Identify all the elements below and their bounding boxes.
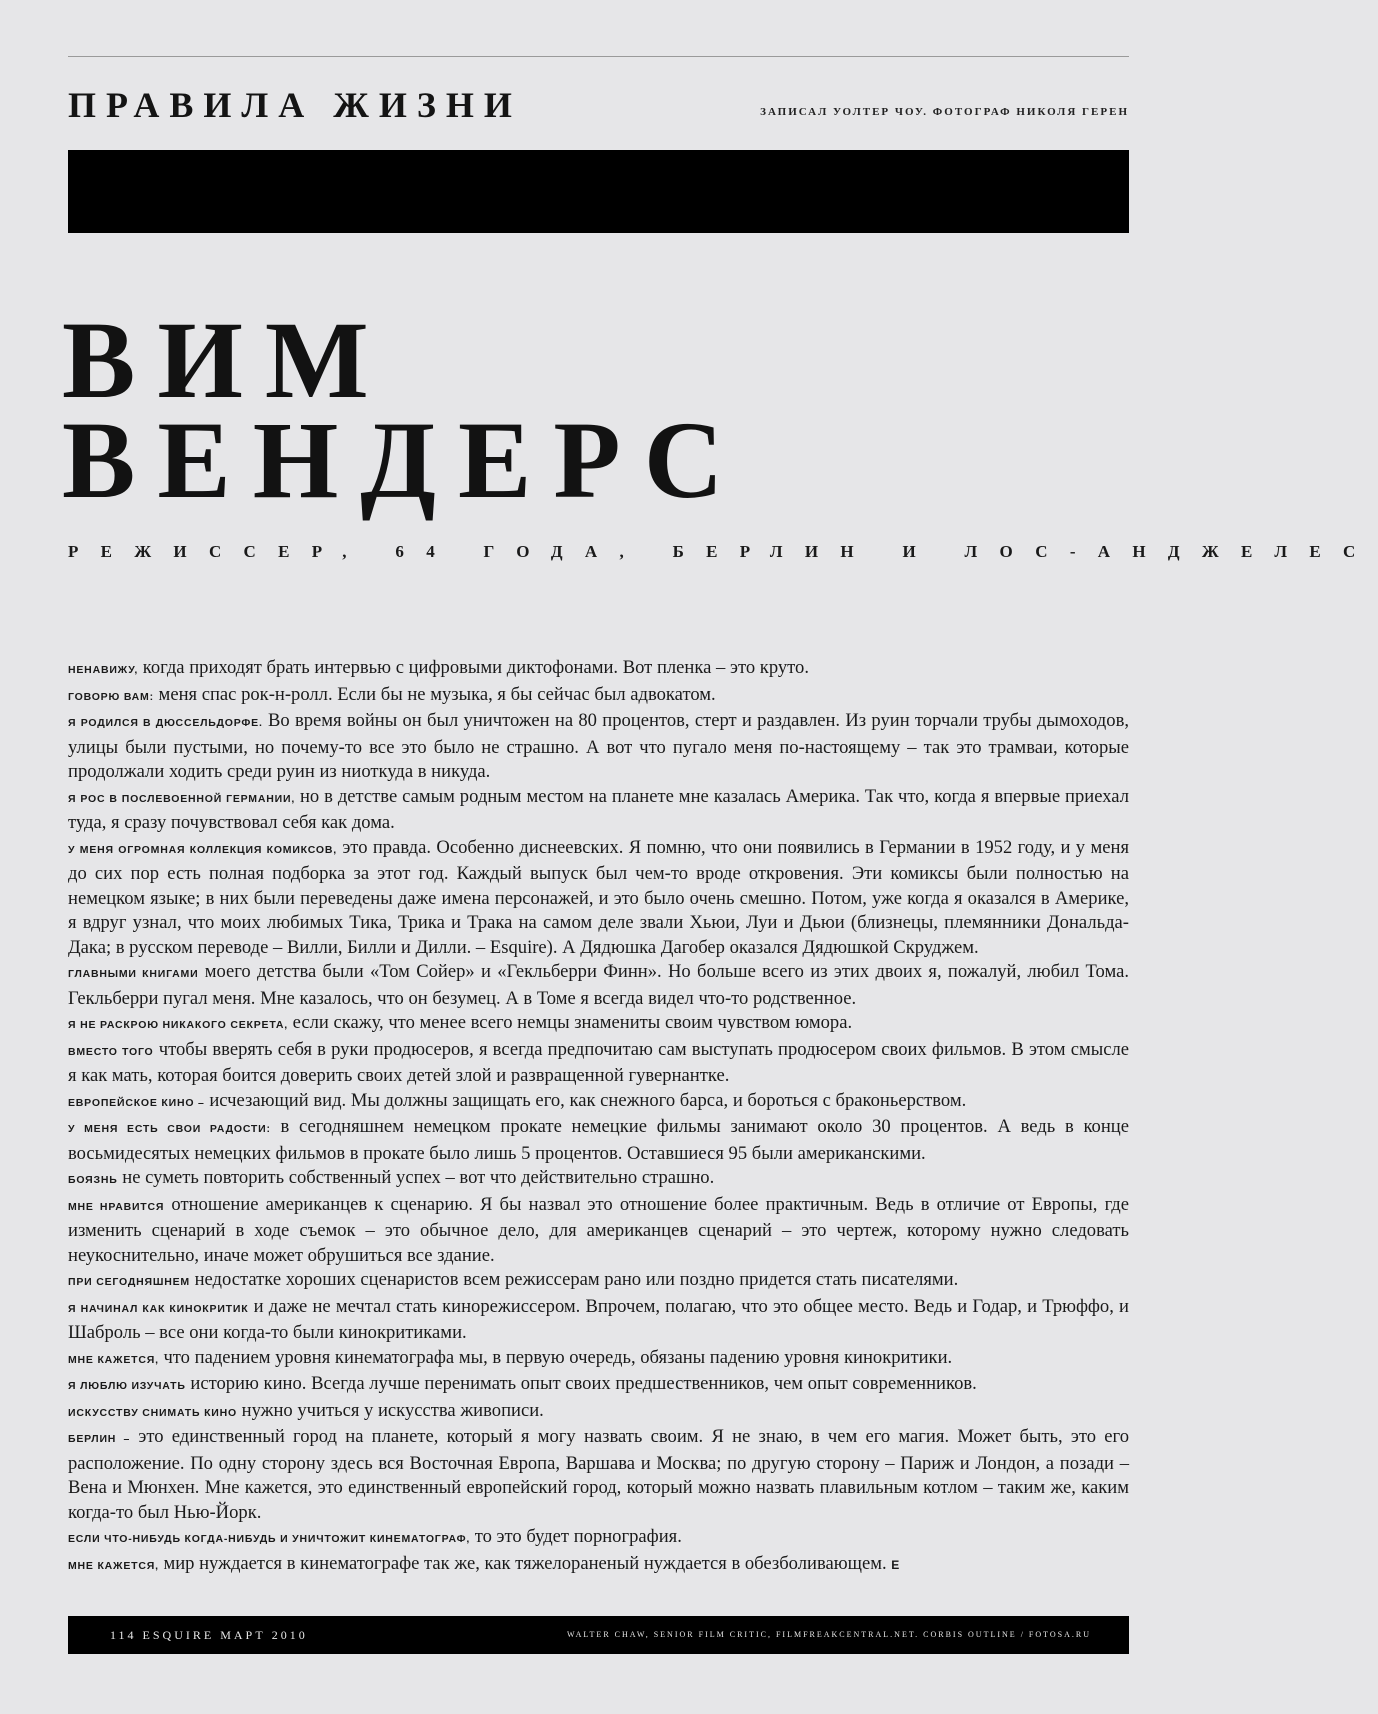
paragraph-text: моего детства были «Том Сойер» и «Гекльберри Финн». Но больше всего из этих двоих я, пожалуй, любил Тома. Гекльберри пугал меня. Мне казалось, что он безумец. А в Томе я всегда видел что-то родственное.: [68, 961, 1129, 1009]
paragraph: [68, 656, 1129, 683]
paragraph: [68, 1552, 1129, 1579]
paragraph-lead: МНЕ НРАВИТСЯ: [68, 1200, 165, 1213]
paragraph: [68, 1193, 1129, 1269]
byline-credits: ЗАПИСАЛ УОЛТЕР ЧОУ. ФОТОГРАФ НИКОЛЯ ГЕРЕН: [760, 106, 1129, 118]
paragraph-lead: Я РОС В ПОСЛЕВОЕННОЙ ГЕРМАНИИ,: [68, 792, 296, 805]
paragraph: [68, 683, 1129, 710]
paragraph-text: это единственный город на планете, который я могу назвать своим. Я не знаю, в чем его магия. Может быть, это его расположение. По одну сторону здесь вся Восточная Европа, Варшава и Москва; по другую сторону – Париж и Лондон, а позади – Вена и Мюнхен. Мне кажется, это единственный европейский город, который можно назвать плавильным котлом – таким же, каким когда-то был Нью-Йорк.: [68, 1426, 1129, 1523]
paragraph-text: меня спас рок-н-ролл. Если бы не музыка, я бы сейчас был адвокатом.: [153, 683, 716, 705]
paragraph-text: нужно учиться у искусства живописи.: [236, 1399, 544, 1421]
paragraph-lead: БОЯЗНЬ: [68, 1174, 118, 1186]
paragraph-lead: У МЕНЯ ЕСТЬ СВОИ РАДОСТИ:: [68, 1123, 271, 1135]
footer-page-info: 114 ESQUIRE МАРТ 2010: [110, 1628, 308, 1642]
paragraph-text: отношение американцев к сценарию. Я бы назвал это отношение более практичным. Ведь в отличие от Европы, где изменить сценарий в ходе съемок – это обычное дело, для американцев сценарий – это чертеж, которому нужно следовать неукоснительно, иначе может обрушиться все здание.: [68, 1193, 1129, 1266]
paragraph-text: когда приходят брать интервью с цифровыми диктофонами. Вот пленка – это круто.: [138, 657, 809, 678]
paragraph: [68, 1525, 1129, 1552]
paragraph: [68, 1115, 1129, 1166]
paragraph-text: что падением уровня кинематографа мы, в первую очередь, обязаны падению уровня кинокритики.: [158, 1346, 953, 1368]
footer-photo-credits: WALTER CHAW, SENIOR FILM CRITIC, FILMFREAKCENTRAL.NET. CORBIS OUTLINE / FOTOSA.RU: [566, 1630, 1091, 1639]
paragraph-lead: ПРИ СЕГОДНЯШНЕМ: [68, 1276, 190, 1288]
paragraph: [68, 1166, 1129, 1193]
header-black-band: [68, 150, 1129, 233]
paragraph: [68, 960, 1129, 1011]
paragraph: [68, 836, 1129, 961]
paragraph: [68, 1295, 1129, 1346]
paragraph-lead: Я ЛЮБЛЮ ИЗУЧАТЬ: [68, 1380, 186, 1392]
paragraph: [68, 1089, 1129, 1116]
paragraph-lead: МНЕ КАЖЕТСЯ,: [68, 1559, 159, 1572]
paragraph: [68, 1011, 1129, 1038]
section-title: ПРАВИЛА ЖИЗНИ: [68, 85, 522, 125]
paragraph-lead: ГОВОРЮ ВАМ:: [68, 690, 154, 703]
interviewee-name: [62, 299, 746, 521]
paragraph: [68, 709, 1129, 785]
paragraph-lead: НЕНАВИЖУ,: [68, 664, 139, 676]
paragraph: [68, 1346, 1129, 1373]
paragraph-lead: ИСКУССТВУ СНИМАТЬ КИНО: [68, 1406, 237, 1419]
top-rule: [68, 56, 1129, 57]
paragraph-text: мир нуждается в кинематографе так же, как тяжелораненый нуждается в обезболивающем.: [158, 1552, 887, 1574]
name-last: ВЕНДЕРС: [62, 399, 746, 521]
paragraph-lead: БЕРЛИН –: [68, 1433, 131, 1445]
paragraph-text: это правда. Особенно диснеевских. Я помню, что они появились в Германии в 1952 году, и у меня до сих пор есть полная подборка за этот год. Каждый выпуск был чем-то вроде откровения. Эти комиксы были полностью на немецком языке; в них были переведены даже имена персонажей, и это было очень смешно. Потом, уже когда я оказался в Америке, я вдруг узнал, что моих любимых Тика, Трика и Трака на самом деле звали Хьюи, Луи и Дьюи (близнецы, племянники Дональда-Дака; в русском переводе – Вилли, Билли и Дилли. – Esquire). А Дядюшка Дагобер оказался Дядюшкой Скруджем.: [68, 836, 1130, 958]
paragraph-lead: ГЛАВНЫМИ КНИГАМИ: [68, 968, 199, 980]
paragraph-lead: ЕВРОПЕЙСКОЕ КИНО –: [68, 1096, 205, 1109]
paragraph-text: но в детстве самым родным местом на планете мне казалась Америка. Так что, когда я впервые приехал туда, я сразу почувствовал себя как дома.: [68, 785, 1129, 833]
paragraph: [68, 1268, 1129, 1295]
paragraph: [68, 1425, 1129, 1525]
paragraph-text: исчезающий вид. Мы должны защищать его, как снежного барса, и бороться с браконьерством.: [204, 1089, 967, 1111]
end-mark-icon: E: [891, 1557, 900, 1572]
paragraph-lead: ЕСЛИ ЧТО-НИБУДЬ КОГДА-НИБУДЬ И УНИЧТОЖИТ КИНЕМАТОГРАФ,: [68, 1533, 471, 1545]
paragraph-text: и даже не мечтал стать кинорежиссером. Впрочем, полагаю, что это общее место. Ведь и Годар, и Трюффо, и Шаброль – все они когда-то были кинокритиками.: [68, 1295, 1129, 1343]
paragraph-text: недостатке хороших сценаристов всем режиссерам рано или поздно придется стать писателями.: [189, 1269, 959, 1290]
paragraph: [68, 1372, 1129, 1399]
page-footer: [68, 1616, 1129, 1654]
article-body: [68, 656, 1129, 1578]
paragraph-text: чтобы вверять себя в руки продюсеров, я всегда предпочитаю сам выступать продюсером своих фильмов. В этом смысле я как мать, которая боится доверить своих детей злой и развращенной гувернантке.: [68, 1038, 1129, 1086]
paragraph-text: в сегодняшнем немецком прокате немецкие фильмы занимают около 30 процентов. А ведь в конце восьмидесятых немецких фильмов в прокате было лишь 5 процентов. Оставшиеся 95 были американскими.: [68, 1116, 1129, 1164]
name-first: ВИМ: [62, 299, 391, 421]
paragraph-text: не суметь повторить собственный успех – вот что действительно страшно.: [117, 1167, 715, 1188]
paragraph-lead: Я НЕ РАСКРОЮ НИКАКОГО СЕКРЕТА,: [68, 1019, 288, 1031]
paragraph-lead: Я РОДИЛСЯ В ДЮССЕЛЬДОРФЕ.: [68, 717, 263, 729]
paragraph: [68, 785, 1129, 836]
paragraph: [68, 1038, 1129, 1089]
paragraph: [68, 1399, 1129, 1426]
paragraph-lead: ВМЕСТО ТОГО: [68, 1045, 154, 1058]
paragraph-text: то это будет порнография.: [470, 1526, 682, 1547]
paragraph-text: Во время войны он был уничтожен на 80 процентов, стерт и раздавлен. Из руин торчали трубы дымоходов, улицы были пустыми, но почему-то все это было не страшно. А вот что пугало меня по-настоящему – так это трамваи, которые продолжали ходить среди руин из ниоткуда в никуда.: [68, 710, 1129, 782]
interviewee-subtitle: РЕЖИССЕР, 64 ГОДА, БЕРЛИН И ЛОС-АНДЖЕЛЕС: [68, 542, 1378, 561]
paragraph-lead: МНЕ КАЖЕТСЯ,: [68, 1353, 159, 1366]
paragraph-lead: У МЕНЯ ОГРОМНАЯ КОЛЛЕКЦИЯ КОМИКСОВ,: [68, 843, 337, 856]
paragraph-text: если скажу, что менее всего немцы знамениты своим чувством юмора.: [288, 1012, 853, 1033]
paragraph-lead: Я НАЧИНАЛ КАК КИНОКРИТИК: [68, 1302, 249, 1315]
paragraph-text: историю кино. Всегда лучше перенимать опыт своих предшественников, чем опыт современников.: [185, 1373, 977, 1394]
